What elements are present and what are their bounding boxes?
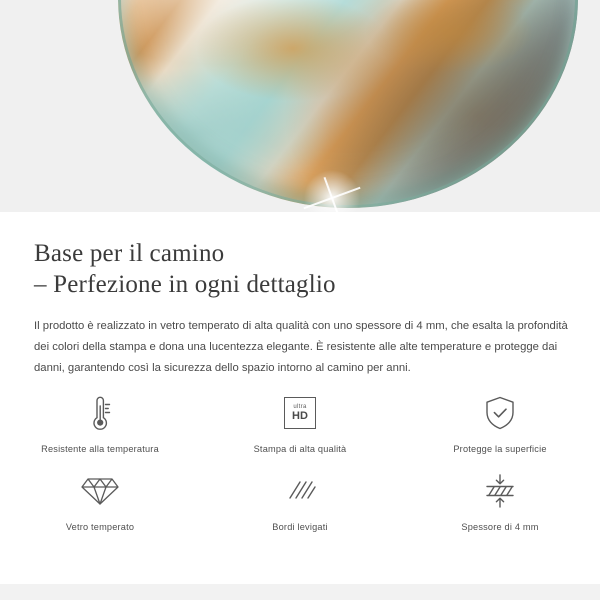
body-copy (0, 300, 600, 379)
page-title-line-1: Base per il camino (34, 240, 225, 267)
feature-item-temperature (0, 390, 200, 454)
content-card (0, 212, 600, 600)
feature-label: Vetro temperato (65, 522, 135, 532)
feature-label: Stampa di alta qualità (253, 444, 347, 454)
diamond-icon (80, 468, 120, 514)
thermometer-icon (83, 390, 117, 436)
ultra-hd-icon (284, 390, 316, 436)
body-paragraph: Il prodotto è realizzato in vetro temperato di alta qualità con uno spessore di 4 mm, che esalta la profondità dei colori della stampa e dona una lucentezza elegante. È resistente alle alte temperature e protegge dai danni, garantendo così la sicurezza dello spazio intorno al camino per anni. (34, 320, 568, 374)
feature-grid (0, 390, 600, 532)
glass-plate-image (118, 0, 578, 208)
polished-edges-icon (281, 468, 319, 514)
page-bottom-margin (0, 584, 600, 600)
hero-image (0, 0, 600, 212)
ultra-hd-badge-bottom: HD (292, 410, 308, 422)
page-title-line-2: – Perfezione in ogni dettaglio (34, 271, 336, 298)
feature-item-print-quality (200, 390, 400, 454)
shield-check-icon (482, 390, 518, 436)
feature-label: Spessore di 4 mm (461, 522, 539, 532)
feature-item-tempered-glass (0, 468, 200, 532)
feature-label: Bordi levigati (272, 522, 328, 532)
page-title (0, 212, 600, 300)
thickness-icon (481, 468, 519, 514)
feature-item-polished-edges (200, 468, 400, 532)
feature-label: Protegge la superficie (453, 444, 547, 454)
ultra-hd-badge-top: ultra (293, 404, 307, 410)
feature-label: Resistente alla temperatura (41, 444, 159, 454)
feature-item-thickness (400, 468, 600, 532)
feature-item-surface-protection (400, 390, 600, 454)
